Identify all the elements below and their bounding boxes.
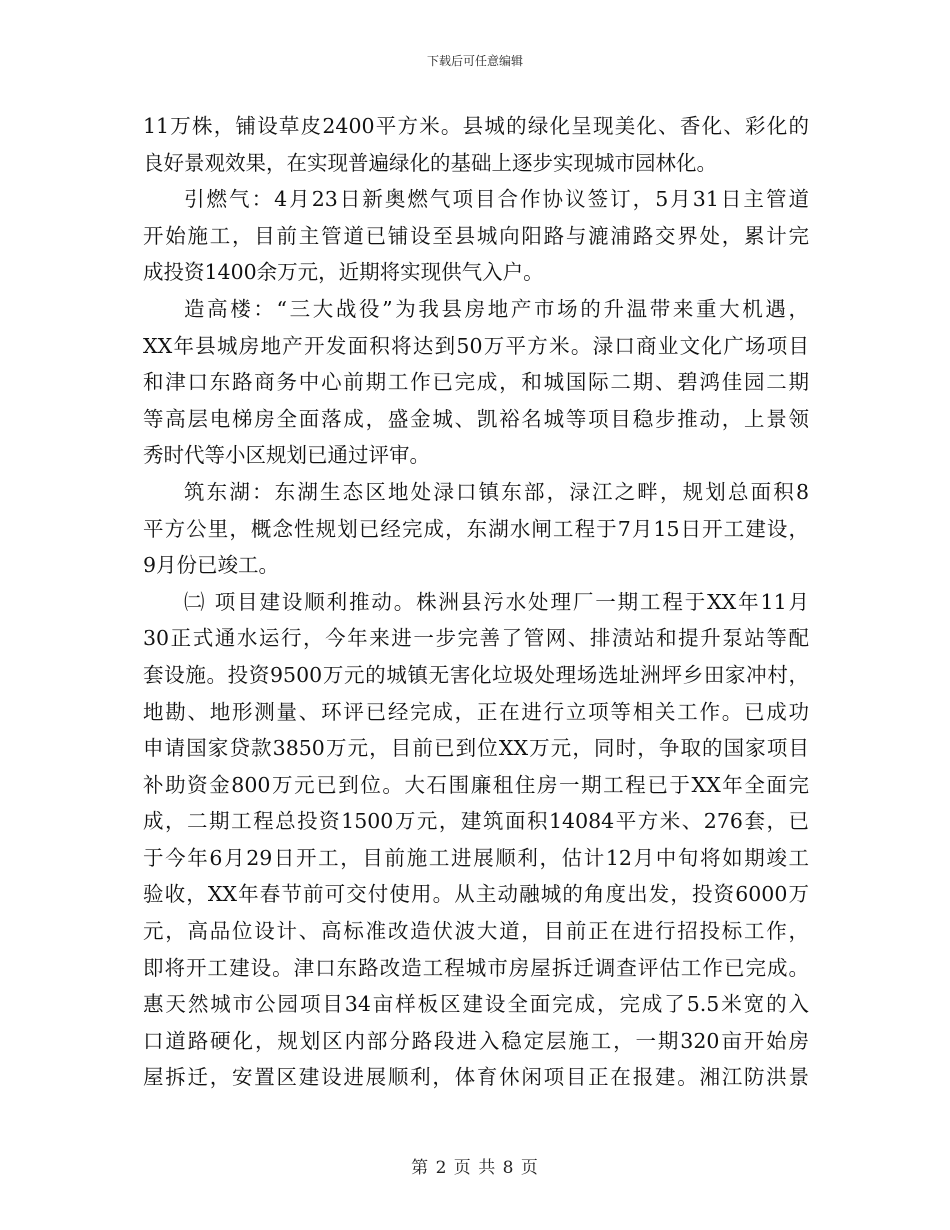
text-line: XX年县城房地产开发面积将达到50万平方米。渌口商业文化广场项目 bbox=[143, 333, 809, 358]
text-line: 验收，XX年春节前可交付使用。从主动融城的角度出发，投资6000万 bbox=[143, 882, 809, 907]
text-line: 秀时代等小区规划已通过评审。 bbox=[143, 443, 430, 468]
text-line: 成投资1400余万元，近期将实现供气入户。 bbox=[143, 260, 544, 285]
page-number: 第 2 页 共 8 页 bbox=[411, 1158, 539, 1178]
text-line: 即将开工建设。津口东路改造工程城市房屋拆迁调查评估工作已完成。 bbox=[143, 955, 809, 980]
page-header-note: 下载后可任意编辑 bbox=[426, 54, 523, 68]
text-line: 11万株，铺设草皮2400平方米。县城的绿化呈现美化、香化、彩化的 bbox=[143, 114, 809, 138]
text-line: 补助资金800万元已到位。大石围廉租住房一期工程已于XX年全面完 bbox=[143, 772, 809, 797]
text-line: 屋拆迁，安置区建设进展顺利，体育休闲项目正在报建。湘江防洪景 bbox=[143, 1065, 809, 1090]
text-line: 和津口东路商务中心前期工作已完成，和城国际二期、碧鸿佳园二期 bbox=[143, 370, 809, 395]
text-line: 成，二期工程总投资1500万元，建筑面积14084平方米、276套，已 bbox=[143, 809, 809, 834]
text-line: 申请国家贷款3850万元，目前已到位XX万元，同时，争取的国家项目 bbox=[143, 736, 809, 761]
text-line: 惠天然城市公园项目34亩样板区建设全面完成，完成了5.5米宽的入 bbox=[143, 992, 809, 1017]
text-line: 地勘、地形测量、环评已经完成，正在进行立项等相关工作。已成功 bbox=[143, 699, 809, 724]
text-line: 元，高品位设计、高标准改造伏波大道，目前正在进行招投标工作， bbox=[143, 919, 809, 944]
text-line: 等高层电梯房全面落成，盛金城、凯裕名城等项目稳步推动，上景领 bbox=[143, 406, 809, 431]
text-line: 筑东湖：东湖生态区地处渌口镇东部，渌江之畔，规划总面积8 bbox=[184, 479, 809, 504]
text-line: 引燃气：4月23日新奥燃气项目合作协议签订，5月31日主管道 bbox=[184, 187, 809, 212]
text-line: 套设施。投资9500万元的城镇无害化垃圾处理场选址洲坪乡田家冲村， bbox=[143, 662, 809, 687]
text-line: 平方公里，概念性规划已经完成，东湖水闸工程于7月15日开工建设， bbox=[143, 516, 809, 541]
text-line: 造高楼：“三大战役”为我县房地产市场的升温带来重大机遇， bbox=[184, 296, 809, 321]
text-line: 于今年6月29日开工，目前施工进展顺利，估计12月中旬将如期竣工 bbox=[143, 845, 809, 870]
text-line: 9月份已竣工。 bbox=[143, 553, 280, 578]
text-line: ㈡ 项目建设顺利推动。株洲县污水处理厂一期工程于XX年11月 bbox=[184, 589, 809, 614]
text-line: 口道路硬化，规划区内部分路段进入稳定层施工，一期320亩开始房 bbox=[143, 1028, 809, 1053]
text-line: 开始施工，目前主管道已铺设至县城向阳路与漉浦路交界处，累计完 bbox=[143, 223, 809, 248]
document-body bbox=[143, 108, 809, 1096]
text-line: 30正式通水运行，今年来进一步完善了管网、排渍站和提升泵站等配 bbox=[143, 626, 809, 651]
text-line: 良好景观效果，在实现普遍绿化的基础上逐步实现城市园林化。 bbox=[143, 150, 717, 175]
